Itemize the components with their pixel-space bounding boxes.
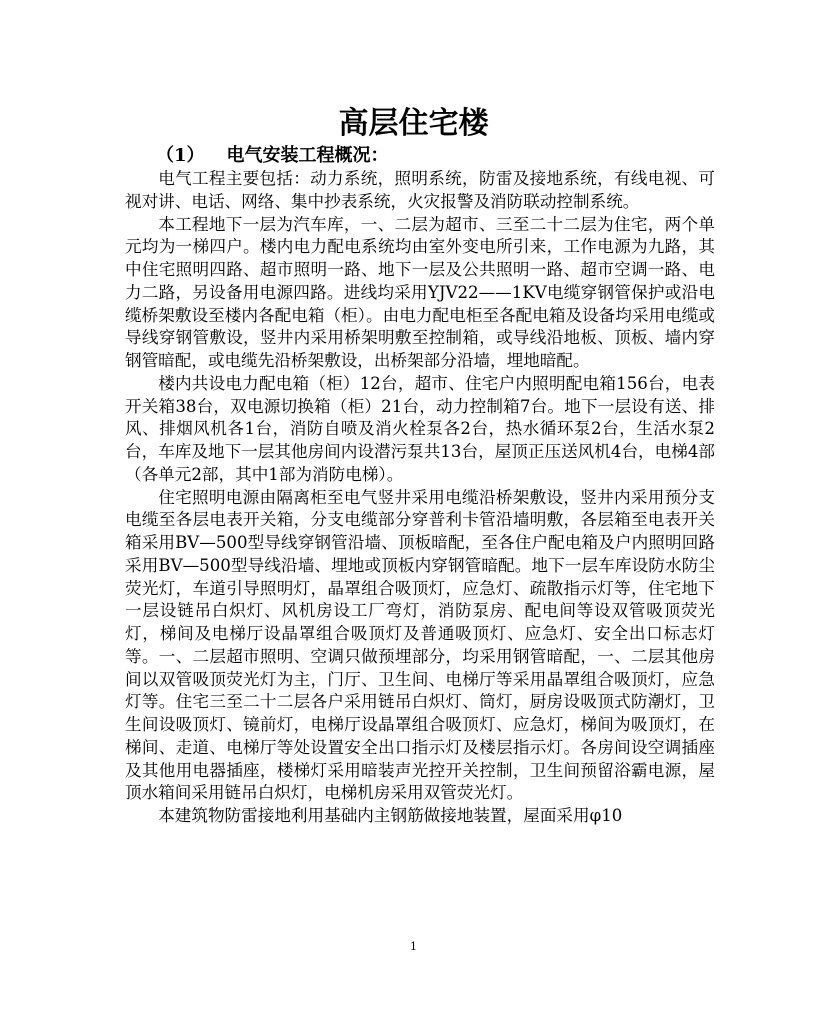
paragraph-scope: 电气工程主要包括：动力系统，照明系统，防雷及接地系统，有线电视、可视对讲、电话、网络、集中抄表系统，火灾报警及消防联动控制系统。 — [125, 169, 715, 211]
paragraph-power-distribution: 本工程地下一层为汽车库，一、二层为超市、三至二十二层为住宅，两个单元均为一梯四户。楼内电力配电系统均由室外变电所引来，工作电源为九路，其中住宅照明四路、超市照明一路、地下一层及公共照明一路、超市空调一路、电力二路，另设备用电源四路。进线均采用YJV22——1KV电缆穿钢管保护或沿电缆桥架敷设至楼内各配电箱（柜）。由电力配电柜至各配电箱及设备均采用电缆或导线穿钢管敷设，竖井内采用桥架明敷至控制箱，或导线沿地板、顶板、墙内穿钢管暗配，或电缆先沿桥架敷设，出桥架部分沿墙，埋地暗配。 — [125, 214, 715, 370]
section-heading — [156, 144, 389, 168]
paragraph-lightning-protection: 本建筑物防雷接地利用基础内主钢筋做接地装置，屋面采用φ10 — [158, 806, 623, 825]
document-body — [125, 168, 715, 828]
paragraph-lighting: 住宅照明电源由隔离柜至电气竖井采用电缆沿桥架敷设，竖井内采用预分支电缆至各层电表开关箱，分支电缆部分穿普利卡管沿墙明敷，各层箱至电表开关箱采用BV—500型导线穿钢管沿墙、顶板暗配，至各住户配电箱及户内照明回路采用BV—500型导线沿墙、埋地或顶板内穿钢管暗配。地下一层车库设防水防尘荧光灯，车道引导照明灯，晶罩组合吸顶灯，应急灯、疏散指示灯等，住宅地下一层设链吊白炽灯、风机房设工厂弯灯，消防泵房、配电间等设双管吸顶荧光灯，梯间及电梯厅设晶罩组合吸顶灯及普通吸顶灯、应急灯、安全出口标志灯等。一、二层超市照明、空调只做预埋部分，均采用钢管暗配，一、二层其他房间以双管吸顶荧光灯为主，门厅、卫生间、电梯厅等采用晶罩组合吸顶灯，应急灯等。住宅三至二十二层各户采用链吊白炽灯、筒灯，厨房设吸顶式防潮灯，卫生间设吸顶灯、镜前灯，电梯厅设晶罩组合吸顶灯、应急灯，梯间为吸顶灯，在梯间、走道、电梯厅等处设置安全出口指示灯及楼层指示灯。各房间设空调插座及其他用电器插座，楼梯灯采用暗装声光控开关控制，卫生间预留浴霸电源，屋顶水箱间采用链吊白炽灯，电梯机房采用双管荧光灯。 — [125, 487, 715, 803]
page-number: 1 — [410, 940, 417, 953]
document-title: 高层住宅楼 — [338, 106, 489, 141]
section-number: （1） — [156, 145, 205, 166]
paragraph-equipment: 楼内共设电力配电箱（柜）12台，超市、住宅户内照明配电箱156台，电表开关箱38台，双电源切换箱（柜）21台，动力控制箱7台。地下一层设有送、排风、排烟风机各1台，消防自喷及消火栓泵各2台，热水循环泵2台，生活水泵2台，车库及地下一层其他房间内设潜污泵共13台，屋顶正压送风机4台，电梯4部（各单元2部，其中1部为消防电梯）。 — [125, 373, 715, 484]
section-heading-text: 电气安装工程概况： — [226, 145, 389, 166]
